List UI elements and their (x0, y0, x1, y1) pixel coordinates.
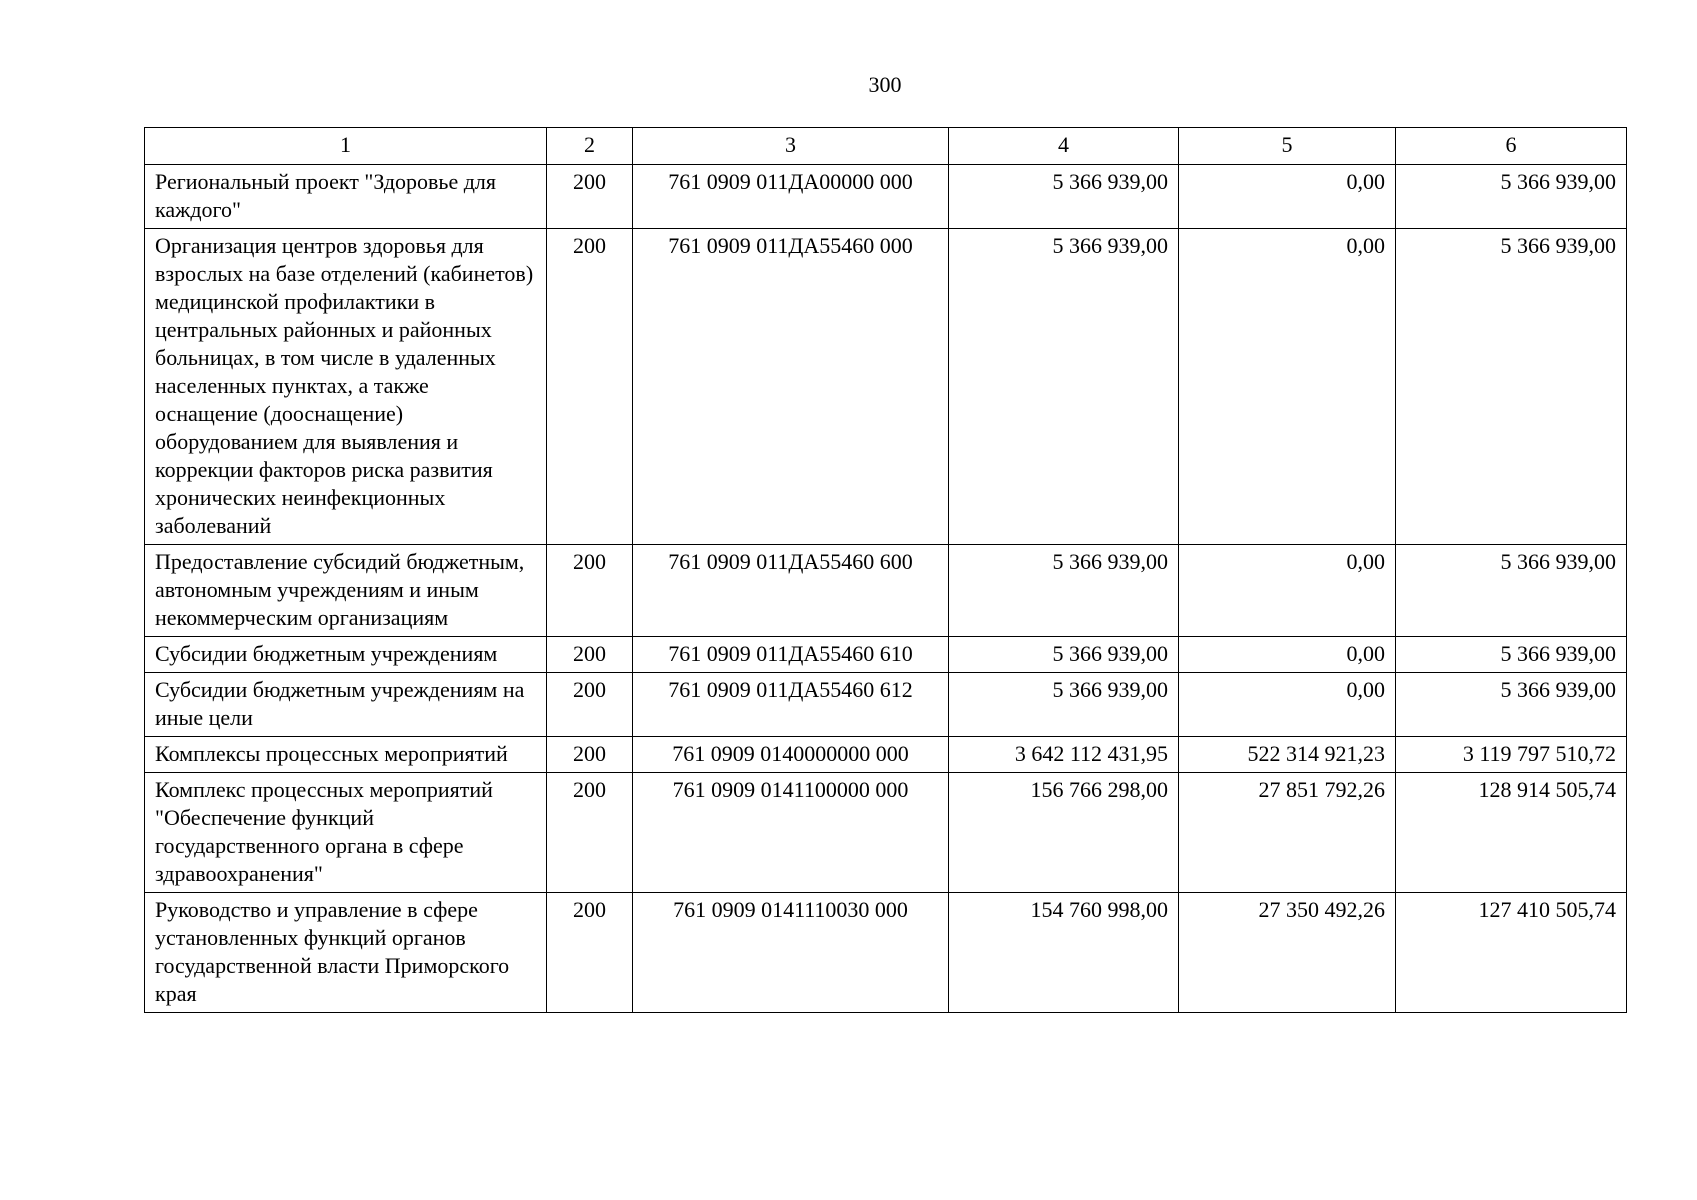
row-kbk: 761 0909 011ДА00000 000 (633, 165, 949, 229)
row-code: 200 (547, 637, 633, 673)
row-kbk: 761 0909 0141110030 000 (633, 893, 949, 1013)
table-row (145, 165, 1627, 229)
row-col5: 0,00 (1179, 637, 1396, 673)
column-header-3: 3 (633, 128, 949, 165)
column-header-4: 4 (949, 128, 1179, 165)
row-name: Субсидии бюджетным учреждениям (145, 637, 547, 673)
row-name: Субсидии бюджетным учреждениям на иные цели (145, 673, 547, 737)
row-kbk: 761 0909 011ДА55460 612 (633, 673, 949, 737)
row-name: Предоставление субсидий бюджетным, автономным учреждениям и иным некоммерческим организациям (145, 545, 547, 637)
row-col6: 3 119 797 510,72 (1396, 737, 1627, 773)
row-code: 200 (547, 545, 633, 637)
row-col4: 5 366 939,00 (949, 229, 1179, 545)
row-col5: 522 314 921,23 (1179, 737, 1396, 773)
row-kbk: 761 0909 0141100000 000 (633, 773, 949, 893)
row-name: Комплекс процессных мероприятий "Обеспечение функций государственного органа в сфере здравоохранения" (145, 773, 547, 893)
table-row (145, 545, 1627, 637)
row-kbk: 761 0909 0140000000 000 (633, 737, 949, 773)
row-col6: 5 366 939,00 (1396, 545, 1627, 637)
table-row (145, 773, 1627, 893)
row-col5: 27 851 792,26 (1179, 773, 1396, 893)
row-col4: 156 766 298,00 (949, 773, 1179, 893)
row-code: 200 (547, 165, 633, 229)
budget-table (144, 127, 1627, 1013)
row-code: 200 (547, 229, 633, 545)
row-name: Комплексы процессных мероприятий (145, 737, 547, 773)
row-col6: 128 914 505,74 (1396, 773, 1627, 893)
row-col4: 3 642 112 431,95 (949, 737, 1179, 773)
row-code: 200 (547, 773, 633, 893)
table-header-row (145, 128, 1627, 165)
column-header-6: 6 (1396, 128, 1627, 165)
row-col5: 0,00 (1179, 545, 1396, 637)
row-col4: 5 366 939,00 (949, 673, 1179, 737)
row-col4: 5 366 939,00 (949, 545, 1179, 637)
row-col5: 0,00 (1179, 165, 1396, 229)
row-col6: 127 410 505,74 (1396, 893, 1627, 1013)
row-col4: 5 366 939,00 (949, 637, 1179, 673)
row-col6: 5 366 939,00 (1396, 165, 1627, 229)
row-col6: 5 366 939,00 (1396, 229, 1627, 545)
table-row (145, 673, 1627, 737)
row-code: 200 (547, 893, 633, 1013)
row-col6: 5 366 939,00 (1396, 673, 1627, 737)
row-code: 200 (547, 673, 633, 737)
column-header-1: 1 (145, 128, 547, 165)
row-col6: 5 366 939,00 (1396, 637, 1627, 673)
row-col4: 5 366 939,00 (949, 165, 1179, 229)
column-header-5: 5 (1179, 128, 1396, 165)
table-row (145, 637, 1627, 673)
column-header-2: 2 (547, 128, 633, 165)
row-col5: 27 350 492,26 (1179, 893, 1396, 1013)
table-row (145, 737, 1627, 773)
row-name: Руководство и управление в сфере установленных функций органов государственной власти Приморского края (145, 893, 547, 1013)
row-kbk: 761 0909 011ДА55460 610 (633, 637, 949, 673)
row-col5: 0,00 (1179, 229, 1396, 545)
table-row (145, 229, 1627, 545)
row-name: Организация центров здоровья для взрослых на базе отделений (кабинетов) медицинской профилактики в центральных районных и районных больницах, в том числе в удаленных населенных пунктах, а также оснащение (дооснащение) оборудованием для выявления и коррекции факторов риска развития хронических неинфекционных заболеваний (145, 229, 547, 545)
row-code: 200 (547, 737, 633, 773)
row-col5: 0,00 (1179, 673, 1396, 737)
table-row (145, 893, 1627, 1013)
row-kbk: 761 0909 011ДА55460 000 (633, 229, 949, 545)
row-kbk: 761 0909 011ДА55460 600 (633, 545, 949, 637)
page-number: 300 (868, 72, 902, 97)
row-col4: 154 760 998,00 (949, 893, 1179, 1013)
row-name: Региональный проект "Здоровье для каждого" (145, 165, 547, 229)
